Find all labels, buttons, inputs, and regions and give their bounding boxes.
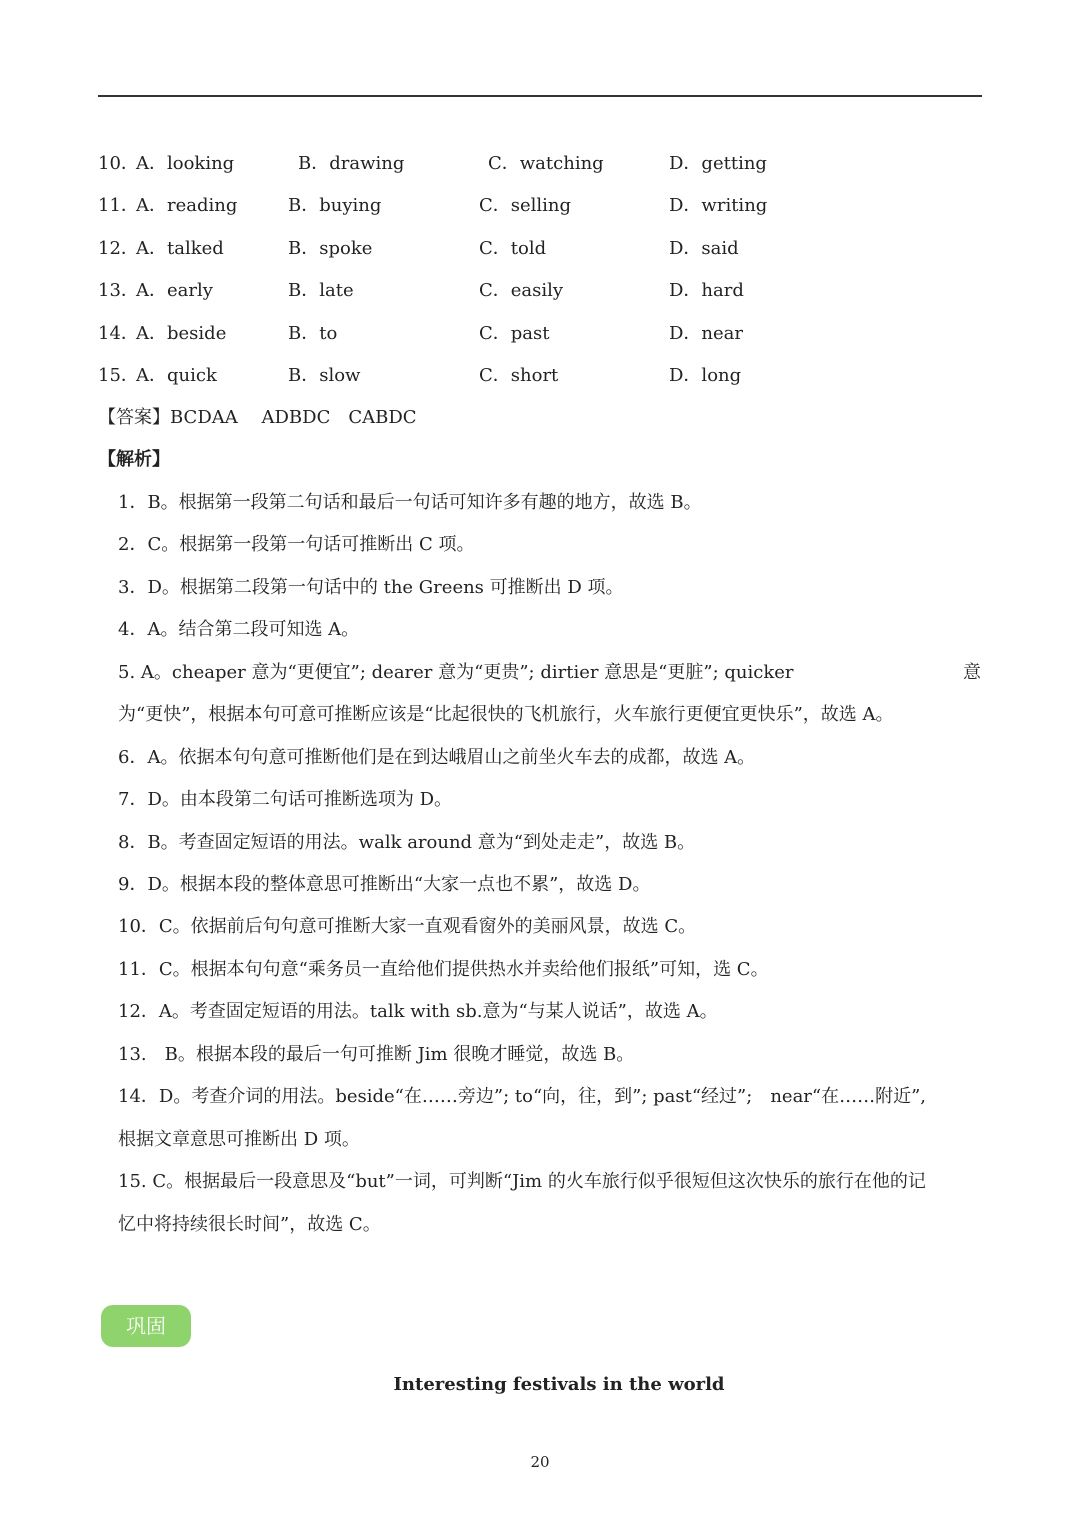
explanation-line: 9．D。根据本段的整体意思可推断出“大家一点也不累”，故选 D。 [118,874,651,895]
option-a: A．talked [136,238,224,259]
option-b: B．to [288,323,338,344]
answer-key: 【答案】BCDAA ADBDC CABDC [98,407,417,428]
option-b: B．slow [288,365,361,386]
section-badge: 巩固 [101,1305,191,1347]
option-a: A．early [136,280,213,301]
option-b: B．spoke [288,238,373,259]
header-rule [98,95,982,97]
option-c: C．selling [479,195,572,216]
explanation-line: 忆中将持续很长时间”，故选 C。 [118,1214,381,1235]
option-c: C．past [479,323,550,344]
option-c: C．short [479,365,559,386]
question-number: 14． [98,323,139,344]
question-number: 11． [98,195,139,216]
passage-title: Interesting festivals in the world [393,1374,725,1395]
explanation-line: 5. A。cheaper 意为“更便宜”; dearer 意为“更贵”; dirtier 意思是“更脏”; quicker [118,662,794,683]
option-d: D．near [669,323,744,344]
explanation-line-tail: 意 [963,662,981,683]
explanation-line: 11．C。根据本句句意“乘务员一直给他们提供热水并卖给他们报纸”可知，选 C。 [118,959,769,980]
explanation-line: 7．D。由本段第二句话可推断选项为 D。 [118,789,453,810]
option-b: B．buying [288,195,382,216]
option-d: D．said [669,238,739,259]
option-d: D．long [669,365,742,386]
option-d: D．writing [669,195,768,216]
explanation-line: 4．A。结合第二段可知选 A。 [118,619,360,640]
explanation-line: 2．C。根据第一段第一句话可推断出 C 项。 [118,534,475,555]
explanation-line: 14．D。考查介词的用法。beside“在……旁边”; to“向，往，到”; past“经过”; near“在……附近”, [118,1086,927,1107]
option-a: A．beside [136,323,227,344]
option-a: A．looking [136,153,235,174]
option-d: D．hard [669,280,744,301]
option-a: A．reading [136,195,238,216]
option-c: C．watching [488,153,604,174]
explanation-line: 13. B。根据本段的最后一句可推断 Jim 很晚才睡觉，故选 B。 [118,1044,635,1065]
explanation-line: 根据文章意思可推断出 D 项。 [118,1129,360,1150]
option-b: B．late [288,280,354,301]
explanation-line: 8．B。考查固定短语的用法。walk around 意为“到处走走”，故选 B。 [118,832,696,853]
explanation-line: 12．A。考查固定短语的用法。talk with sb.意为“与某人说话”，故选 A。 [118,1001,718,1022]
option-b: B．drawing [298,153,405,174]
explanation-line: 10．C。依据前后句句意可推断大家一直观看窗外的美丽风景，故选 C。 [118,916,697,937]
question-number: 15． [98,365,139,386]
option-c: C．told [479,238,547,259]
page-number: 20 [530,1453,550,1471]
question-number: 13． [98,280,139,301]
analysis-label: 【解析】 [98,449,170,470]
explanation-line: 6．A。依据本句句意可推断他们是在到达峨眉山之前坐火车去的成都，故选 A。 [118,747,756,768]
explanation-line: 3．D。根据第二段第一句话中的 the Greens 可推断出 D 项。 [118,577,624,598]
question-number: 12． [98,238,139,259]
explanation-line: 为“更快”，根据本句可意可推断应该是“比起很快的飞机旅行，火车旅行更便宜更快乐”，故选 A。 [118,704,894,725]
explanation-line: 1．B。根据第一段第二句话和最后一句话可知许多有趣的地方，故选 B。 [118,492,702,513]
question-number: 10． [98,153,139,174]
option-a: A．quick [136,365,217,386]
option-d: D．getting [669,153,767,174]
explanation-line: 15. C。根据最后一段意思及“but”一词，可判断“Jim 的火车旅行似乎很短但这次快乐的旅行在他的记 [118,1171,926,1192]
option-c: C．easily [479,280,564,301]
